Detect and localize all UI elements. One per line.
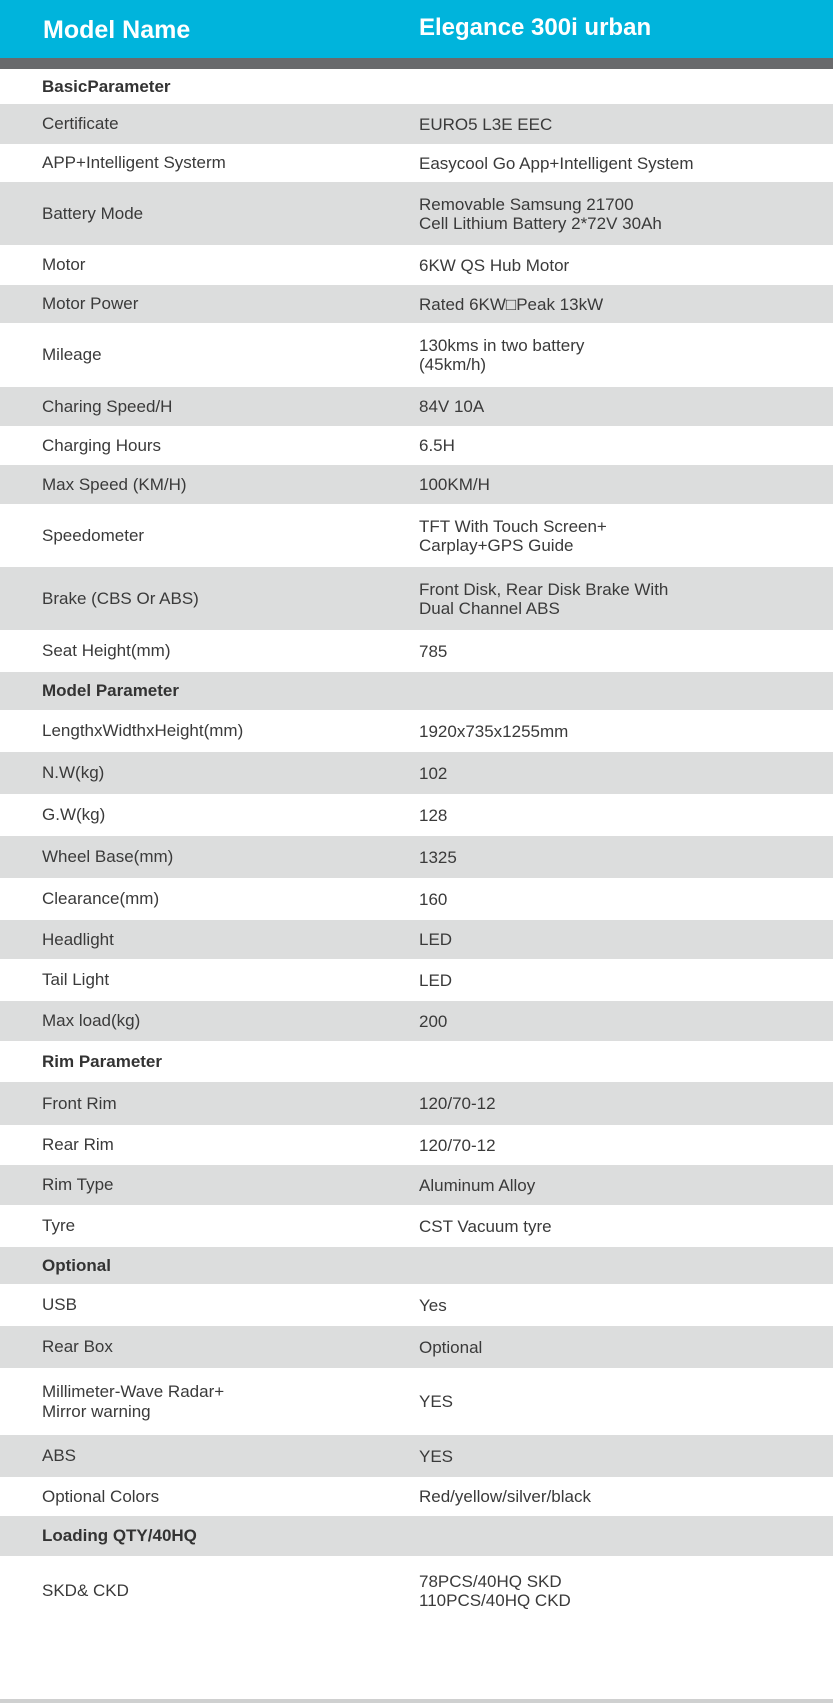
spec-row xyxy=(0,323,833,387)
spec-row xyxy=(0,794,833,836)
spec-value: Aluminum Alloy xyxy=(419,1175,536,1195)
spec-row xyxy=(0,1125,833,1165)
spec-row xyxy=(0,1165,833,1205)
spec-row xyxy=(0,1368,833,1435)
spec-row xyxy=(0,1326,833,1368)
header-divider xyxy=(0,58,833,69)
spec-value: 128 xyxy=(419,805,448,825)
section-header-row xyxy=(0,1516,833,1556)
spec-row xyxy=(0,920,833,959)
spec-label: Millimeter-Wave Radar+ Mirror warning xyxy=(42,1381,225,1421)
spec-value: CST Vacuum tyre xyxy=(419,1216,552,1236)
spec-label: Motor xyxy=(42,255,86,274)
spec-row xyxy=(0,878,833,920)
spec-value: YES xyxy=(419,1446,454,1466)
spec-value: 6KW QS Hub Motor xyxy=(419,255,570,275)
spec-label: Wheel Base(mm) xyxy=(42,847,174,866)
spec-row xyxy=(0,630,833,672)
spec-row xyxy=(0,182,833,245)
spec-label: Seat Height(mm) xyxy=(42,641,171,660)
spec-label: Tyre xyxy=(42,1216,76,1235)
spec-label: Tail Light xyxy=(42,970,110,989)
spec-label: Rear Box xyxy=(42,1337,113,1356)
spec-value: Front Disk, Rear Disk Brake With Dual Channel ABS xyxy=(419,579,669,618)
spec-label: Brake (CBS Or ABS) xyxy=(42,588,199,608)
section-header-row xyxy=(0,1041,833,1082)
spec-row xyxy=(0,1205,833,1247)
spec-row xyxy=(0,1435,833,1477)
section-header-row xyxy=(0,1247,833,1284)
section-title: BasicParameter xyxy=(42,76,171,96)
spec-row xyxy=(0,245,833,285)
spec-label: Mileage xyxy=(42,345,102,364)
spec-value: TFT With Touch Screen+ Carplay+GPS Guide xyxy=(419,516,607,555)
spec-value: 84V 10A xyxy=(419,397,485,416)
spec-value: 785 xyxy=(419,641,448,661)
spec-row xyxy=(0,426,833,465)
spec-value xyxy=(419,69,819,104)
spec-value: 1920x735x1255mm xyxy=(419,721,569,741)
spec-value: 78PCS/40HQ SKD 110PCS/40HQ CKD xyxy=(419,1572,571,1610)
spec-label: APP+Intelligent Systerm xyxy=(42,153,226,172)
spec-row xyxy=(0,1284,833,1326)
spec-label: LengthxWidthxHeight(mm) xyxy=(42,721,244,740)
spec-label: Rim Type xyxy=(42,1175,114,1194)
spec-row xyxy=(0,1082,833,1125)
spec-row xyxy=(0,104,833,144)
section-title: Loading QTY/40HQ xyxy=(42,1526,197,1545)
spec-value: 102 xyxy=(419,763,448,783)
footer-divider xyxy=(0,1699,833,1703)
spec-value: Red/yellow/silver/black xyxy=(419,1487,591,1506)
section-title: Optional xyxy=(42,1255,111,1275)
spec-row xyxy=(0,387,833,426)
spec-label: Certificate xyxy=(42,114,119,133)
spec-value: LED xyxy=(419,970,453,990)
spec-label: Speedometer xyxy=(42,525,145,545)
spec-label: Headlight xyxy=(42,929,114,949)
spec-label: Max load(kg) xyxy=(42,1011,141,1030)
model-name: Elegance 300i urban xyxy=(419,14,652,41)
spec-value: Rated 6KW□Peak 13kW xyxy=(419,294,604,314)
spec-row xyxy=(0,567,833,630)
spec-row xyxy=(0,144,833,182)
spec-label: Battery Mode xyxy=(42,203,144,223)
spec-value xyxy=(419,1247,819,1284)
spec-table xyxy=(0,69,833,1626)
spec-row xyxy=(0,752,833,794)
spec-label: ABS xyxy=(42,1446,77,1465)
spec-value: 120/70-12 xyxy=(419,1135,496,1155)
spec-label: N.W(kg) xyxy=(42,763,105,782)
spec-value: 130kms in two battery (45km/h) xyxy=(419,336,585,374)
spec-row xyxy=(0,710,833,752)
spec-label: SKD& CKD xyxy=(42,1581,129,1600)
spec-value: 1325 xyxy=(419,847,457,867)
spec-row xyxy=(0,465,833,504)
section-header-row xyxy=(0,69,833,104)
spec-value xyxy=(419,1516,819,1556)
spec-label: Optional Colors xyxy=(42,1486,160,1506)
spec-value: LED xyxy=(419,930,453,949)
spec-value: 120/70-12 xyxy=(419,1094,496,1113)
spec-label: USB xyxy=(42,1295,77,1314)
spec-row xyxy=(0,1477,833,1516)
spec-label: Motor Power xyxy=(42,294,139,313)
spec-value: Yes xyxy=(419,1295,447,1315)
spec-label: Charging Hours xyxy=(42,435,162,455)
header-label: Model Name xyxy=(43,16,191,44)
spec-value: Easycool Go App+Intelligent System xyxy=(419,153,694,173)
spec-value: 100KM/H xyxy=(419,475,490,494)
spec-value xyxy=(419,672,819,710)
spec-value xyxy=(419,1041,819,1082)
spec-label: Rear Rim xyxy=(42,1135,114,1154)
spec-value: YES xyxy=(419,1392,454,1411)
section-header-row xyxy=(0,672,833,710)
spec-row xyxy=(0,959,833,1001)
spec-row xyxy=(0,1001,833,1041)
spec-row xyxy=(0,504,833,567)
spec-label: Front Rim xyxy=(42,1093,117,1113)
spec-row xyxy=(0,1556,833,1626)
spec-value: EURO5 L3E EEC xyxy=(419,114,553,134)
spec-row xyxy=(0,836,833,878)
section-title: Model Parameter xyxy=(42,681,179,700)
spec-value: 6.5H xyxy=(419,436,455,455)
spec-value: Removable Samsung 21700 Cell Lithium Battery 2*72V 30Ah xyxy=(419,194,662,233)
spec-label: Clearance(mm) xyxy=(42,889,160,908)
spec-value: Optional xyxy=(419,1337,483,1357)
table-header xyxy=(0,0,833,58)
spec-label: Charing Speed/H xyxy=(42,396,173,416)
spec-label: Max Speed (KM/H) xyxy=(42,474,187,494)
spec-row xyxy=(0,285,833,323)
spec-label: G.W(kg) xyxy=(42,805,106,824)
section-title: Rim Parameter xyxy=(42,1051,163,1071)
spec-value: 200 xyxy=(419,1011,448,1031)
spec-value: 160 xyxy=(419,889,448,909)
